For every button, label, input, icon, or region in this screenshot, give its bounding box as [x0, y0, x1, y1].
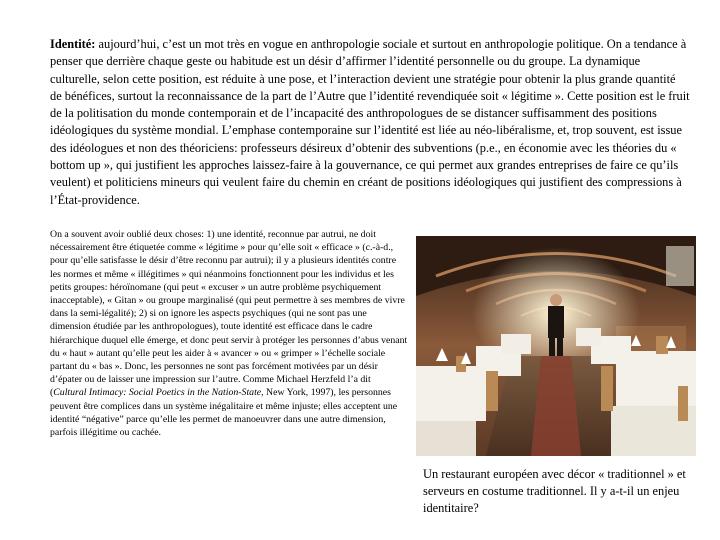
herzfeld-book-title: Cultural Intimacy: Social Poetics in the Nation-State — [53, 387, 262, 399]
identity-definition-text: aujourd’hui, c’est un mot très en vogue en anthropologie sociale et surtout en anthropologie politique. On a tendance à penser que derrière chaque geste ou habitude est un désir d’affirmer l’identité personnelle ou du groupe. La dynamique culturelle, selon cette position, est réduite à une pose, et l’interaction devient une stratégie pour obtenir la plus grande quantité de bénéfices, surtout la reconnaissance de la part de l’Autre que l’identité revendiquée soit « légitime ». Cette position est le fruit de la politisation du monde contemporain et de l’incapacité des anthropologues de se distancer suffisamment des positions idéologiques du système mondial. L’emphase contemporaine sur l’identité est liée au néo-libéralisme, et, trop souvent, est issue des idéologues et non des théoriciens: professeurs désireux d’obtenir des subventions (p.e., en économie avec les théories du « bottom up », qui justifient les approches laissez-faire à la gouvernance, ce qui permet aux grandes entreprises de faire ce qu’ils veulent) et politiciens mineurs qui veulent faire du chemin en créant de positions idéologiques qui justifient des compressions à l’État-providence. — [50, 37, 690, 207]
restaurant-photo-illustration — [416, 236, 696, 456]
restaurant-photo — [416, 236, 696, 456]
photo-caption: Un restaurant européen avec décor « traditionnel » et serveurs en costume traditionnel. Il y a-t-il un enjeu identitaire? — [416, 460, 695, 520]
identity-discussion-paragraph — [50, 228, 408, 439]
identity-definition-paragraph — [50, 36, 690, 209]
identity-term: Identité: — [50, 37, 96, 51]
discussion-text-part-1: On a souvent avoir oublié deux choses: 1) une identité, reconnue par autrui, ne doit nécessairement être étiquetée comme « légitime » pour qu’elle soit « efficace » (c.-à-d., pour qu’elle satisfasse le désir d’être reconnu par autrui); il y a plusieurs identités contre les normes et même « illégitimes » qui néanmoins fonctionnent pour les individus et les petits groupes: héroïnomane (qui peut « excuser » un autre problème psychiquement inacceptable), « Gitan » ou groupe marginalisé (qui peut permettre à ses membres de vivre dans la semi-légalité); 2) si on ignore les aspects psychiques (qui ne sont pas une dimension étudiée par les anthropologues), toute identité est efficace dans le cadre hiérarchique duquel elle émerge, et donc peut servir à protéger les personnes d’abus venant du « haut » autant qu’elle peut les aider à « avancer » ou « grimper » l’échelle sociale partant du « bas ». Donc, les personnes ne sont pas forcément motivées par un désir d’épater ou de laisser une impression sur l’autre. Comme Michael Herzfeld l’a dit ( — [50, 229, 408, 399]
discussion-text-part-2: , New York, 1997), les personnes peuvent être complices dans un système inégalitaire et même injuste; elles acceptent une identité “négative” parce qu’elle les permet de manoeuvrer dans une autre dimension, parfois illégitime ou cachée. — [50, 387, 398, 439]
